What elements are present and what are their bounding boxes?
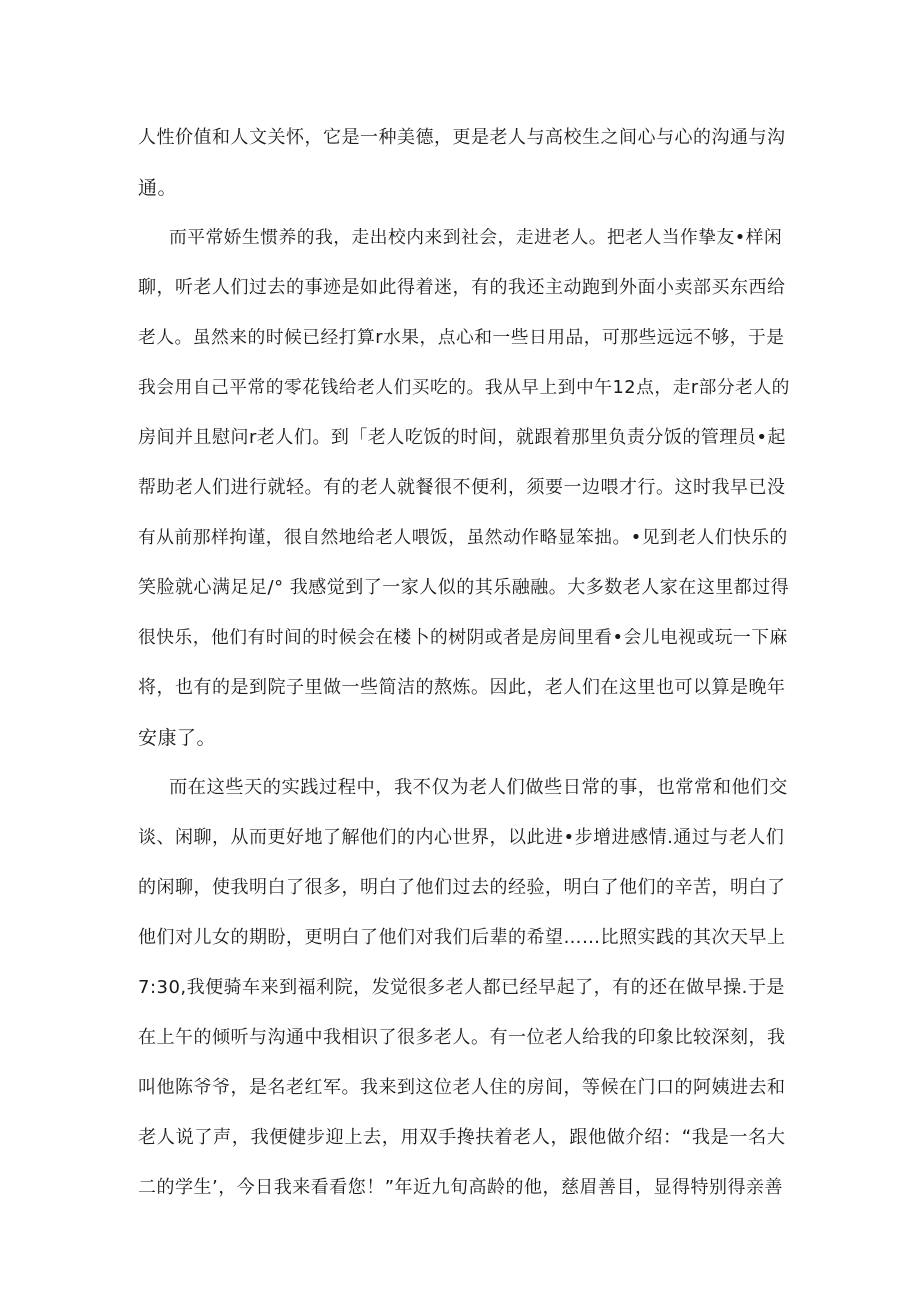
text-line-22: 二的学生’，今日我来看看您！”年近九旬高龄的他，慈眉善目，显得特别得亲善: [138, 1177, 784, 1198]
text-line-5: 老人。虽然来的时候已经打算r水果，点心和一些日用品，可那些远远不够，于是: [138, 328, 785, 348]
text-line-19: 在上午的倾听与沟通中我相识了很多老人。有一位老人给我的印象比较深刻，我: [138, 1027, 786, 1048]
text-line-17: 他们对儿女的期盼，更明白了他们对我们后辈的希望……比照实践的其次天早上: [138, 927, 786, 948]
text-line-7: 房间并且慰问r老人们。到「老人吃饭的时间，就跟着那里负责分饭的管理员•起: [138, 427, 787, 448]
text-line-11: 很快乐，他们有时间的时候会在楼卜的树阴或者是房间里看•会儿电视或玩一下麻: [138, 628, 788, 648]
text-line-15: 谈、闲聊，从而更好地了解他们的内心世界，以此进•步增进感情.通过与老人们: [138, 827, 785, 848]
text-line-13: 安康了。: [138, 727, 217, 749]
text-line-1: 人性价值和人文关怀，它是一种美德，更是老人与高校生之间心与心的沟通与沟: [138, 127, 786, 148]
text-line-9: 有从前那样拘谨，很自然地给老人喂饭，虽然动作略显笨拙。•见到老人们快乐的: [138, 528, 788, 548]
text-line-20: 叫他陈爷爷，是名老红军。我来到这位老人住的房间，等候在门口的阿姨进去和: [138, 1077, 786, 1098]
text-line-16: 的闲聊，使我明白了很多，明白了他们过去的经验，明白了他们的辛苦，明白了: [138, 877, 786, 898]
text-line-10: 笑脸就心满足足/° 我感觉到了一家人似的其乐融融。大多数老人家在这里都过得: [138, 577, 790, 598]
text-line-14: 而在这些天的实践过程中，我不仅为老人们做些日常的事，也常常和他们交: [169, 777, 788, 798]
text-line-2: 通。: [138, 177, 178, 199]
text-line-6: 我会用自己平常的零花钱给老人们买吃的。我从早上到中午12点，走r部分老人的: [138, 378, 790, 398]
text-line-18: 7:30,我便骑车来到福利院，发觉很多老人都已经早起了，有的还在做早操.于是: [138, 977, 785, 998]
text-line-12: 将，也有的是到院子里做一些简洁的熬炼。因此，老人们在这里也可以算是晚年: [138, 677, 786, 698]
text-line-4: 聊，听老人们过去的事迹是如此得着迷，有的我还主动跑到外面小卖部买东西给: [138, 277, 786, 298]
text-line-3: 而平常娇生惯养的我，走出校内来到社会，走进老人。把老人当作挚友•样闲: [169, 228, 783, 248]
text-line-8: 帮助老人们进行就轻。有的老人就餐很不便利，须要一边喂才行。这时我早已没: [138, 477, 786, 498]
text-line-21: 老人说了声，我便健步迎上去，用双手搀扶着老人，跟他做介绍：“我是一名大: [138, 1127, 786, 1148]
